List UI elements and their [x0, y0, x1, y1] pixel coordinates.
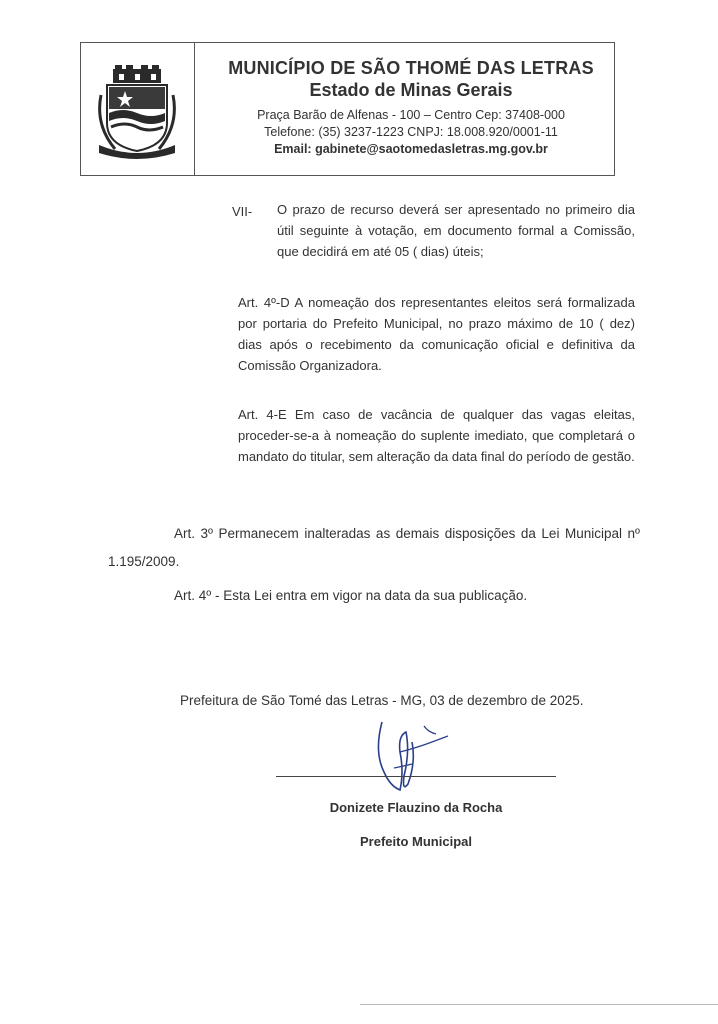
article-4e: Art. 4-E Em caso de vacância de qualquer das vagas eleitas, proceder-se-a à nomeação do suplente imediato, que completará o mandato do titular, sem alteração da data final do período de gestão. — [238, 407, 635, 464]
handwritten-signature-icon — [360, 712, 460, 802]
municipality-title: MUNICÍPIO DE SÃO THOMÉ DAS LETRAS — [228, 58, 594, 78]
state-subtitle: Estado de Minas Gerais — [309, 80, 513, 100]
municipal-crest-icon — [95, 65, 179, 161]
item-vii-number: VII- — [232, 204, 253, 219]
signer-name: Donizete Flauzino da Rocha — [329, 800, 503, 815]
article-4d: Art. 4º-D A nomeação dos representantes eleitos será formalizada por portaria do Prefeito Municipal, no prazo máximo de 10 ( dez) dias após o recebimento da comunicação oficial e definitiva da Comissão Organizadora. — [238, 295, 635, 373]
email-line: Email: gabinete@saotomedasletras.mg.gov.br — [274, 142, 548, 156]
letterhead-text — [211, 57, 611, 158]
item-vii-text: O prazo de recurso deverá ser apresentado no primeiro dia útil seguinte à votação, em documento formal a Comissão, que decidirá em até 05 ( dias) úteis; — [277, 202, 635, 259]
phone-cnpj-line: Telefone: (35) 3237-1223 CNPJ: 18.008.920/0001-11 — [264, 125, 558, 139]
address-line: Praça Barão de Alfenas - 100 – Centro Cep: 37408-000 — [257, 108, 565, 122]
signer-role: Prefeito Municipal — [360, 834, 472, 849]
letterhead — [80, 42, 615, 176]
header-divider — [194, 43, 195, 175]
article-3: Art. 3º Permanecem inalteradas as demais disposições da Lei Municipal nº 1.195/2009. — [108, 526, 640, 569]
place-and-date: Prefeitura de São Tomé das Letras - MG, 03 de dezembro de 2025. — [180, 693, 584, 708]
bottom-rule — [360, 1004, 718, 1005]
signature-line — [276, 776, 556, 777]
article-4: Art. 4º - Esta Lei entra em vigor na data da sua publicação. — [174, 588, 528, 603]
